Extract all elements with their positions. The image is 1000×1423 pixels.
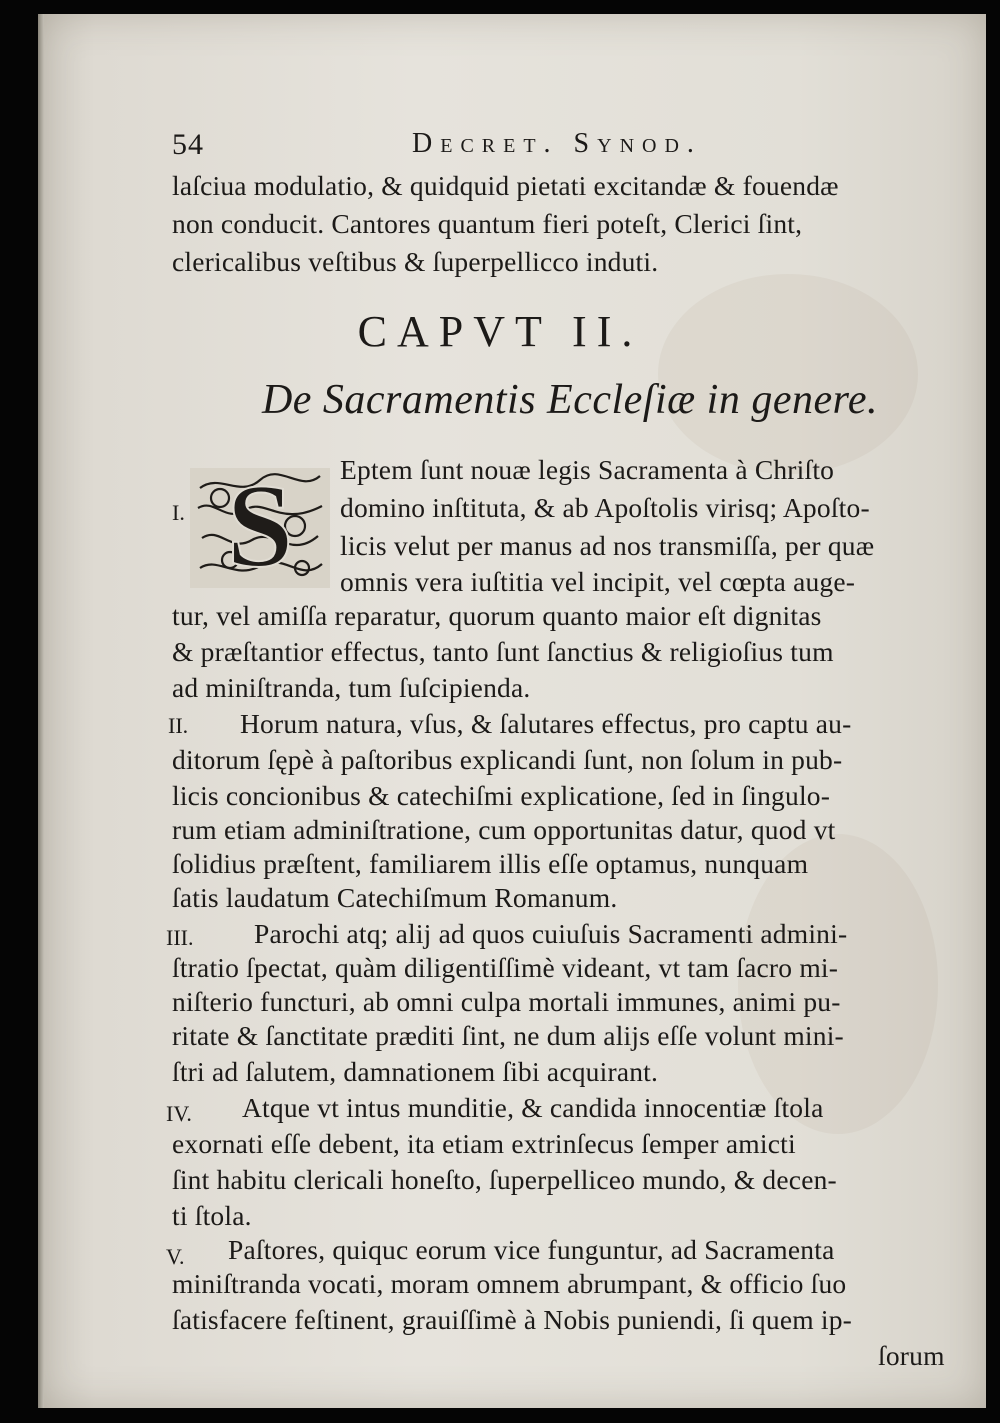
body-line: ſolidius præſtent, familiarem illis eſſe optamus, nunquam: [172, 848, 809, 879]
chapter-number: CAPVT II.: [357, 307, 643, 356]
body-line: domino inſtituta, & ab Apoſtolis virisq; Apoſto-: [340, 492, 870, 523]
running-head: [172, 128, 792, 168]
body-line: Eptem ſunt nouæ legis Sacramenta à Chriſto: [340, 454, 835, 485]
folio-number: 54: [172, 128, 204, 161]
body-line: licis velut per manus ad nos transmiſſa, per quæ: [340, 530, 875, 561]
body-line: rum etiam adminiſtratione, cum opportunitas datur, quod vt: [172, 814, 836, 845]
body-line: omnis vera iuſtitia vel incipit, vel cœpta auge-: [340, 566, 856, 597]
body-line: tur, vel amiſſa reparatur, quorum quanto maior eſt dignitas: [172, 600, 822, 631]
body-line: Horum natura, vſus, & ſalutares effectus, pro captu au-: [240, 708, 852, 739]
catchword: ſorum: [878, 1340, 945, 1371]
paragraph-number: III.: [166, 925, 194, 950]
body-line: ſatis laudatum Catechiſmum Romanum.: [172, 882, 618, 913]
carry-over-line: clericalibus veſtibus & ſuperpellicco induti.: [172, 246, 659, 277]
body-line: Paſtores, quiquc eorum vice funguntur, ad Sacramenta: [228, 1234, 835, 1265]
chapter-title: De Sacramentis Eccleſiæ in genere.: [261, 377, 879, 423]
paragraph-number: IV.: [166, 1101, 192, 1126]
carry-over-line: non conducit. Cantores quantum fieri poteſt, Clerici ſint,: [172, 208, 803, 239]
initial-letter: S: [226, 468, 294, 588]
body-line: ditorum ſępè à paſtoribus explicandi ſunt, non ſolum in pub-: [172, 744, 843, 775]
paper-stain: [658, 274, 918, 474]
initial-woodcut-icon: [190, 468, 330, 588]
body-line: niſterio functuri, ab omni culpa mortali immunes, animi pu-: [172, 986, 841, 1017]
running-title: Decret. Synod.: [412, 128, 702, 159]
body-line: ſint habitu clericali honeſto, ſuperpelliceo mundo, & decen-: [172, 1164, 837, 1195]
paragraph-number: V.: [166, 1244, 185, 1269]
body-line: Atque vt intus munditie, & candida innocentiæ ſtola: [242, 1092, 824, 1123]
body-line: exornati eſſe debent, ita etiam extrinſecus ſemper amicti: [172, 1128, 796, 1159]
carry-over-line: laſciua modulatio, & quidquid pietati excitandæ & fouendæ: [172, 170, 839, 201]
body-line: & præſtantior effectus, tanto ſunt ſanctius & religioſius tum: [172, 636, 834, 667]
paragraph-number: I.: [172, 500, 185, 525]
body-line: Parochi atq; alij ad quos cuiuſuis Sacramenti admini-: [254, 918, 848, 949]
body-line: ſtratio ſpectat, quàm diligentiſſimè videant, vt tam ſacro mi-: [172, 952, 839, 983]
body-line: ritate & ſanctitate præditi ſint, ne dum alijs eſſe volunt mini-: [172, 1020, 844, 1051]
body-line: ti ſtola.: [172, 1200, 252, 1231]
page-gutter-edge: [38, 14, 44, 1408]
body-line: licis concionibus & catechiſmi explicatione, ſed in ſingulo-: [172, 780, 831, 811]
body-line: ſtri ad ſalutem, damnationem ſibi acquirant.: [172, 1056, 659, 1087]
paragraph-number: II.: [168, 713, 189, 738]
body-line: ſatisfacere feſtinent, grauiſſimè à Nobis puniendi, ſi quem ip-: [172, 1304, 853, 1335]
decorated-initial: [190, 468, 330, 588]
body-line: ad miniſtranda, tum ſuſcipienda.: [172, 672, 531, 703]
body-line: miniſtranda vocati, moram omnem abrumpant, & officio ſuo: [172, 1268, 847, 1299]
